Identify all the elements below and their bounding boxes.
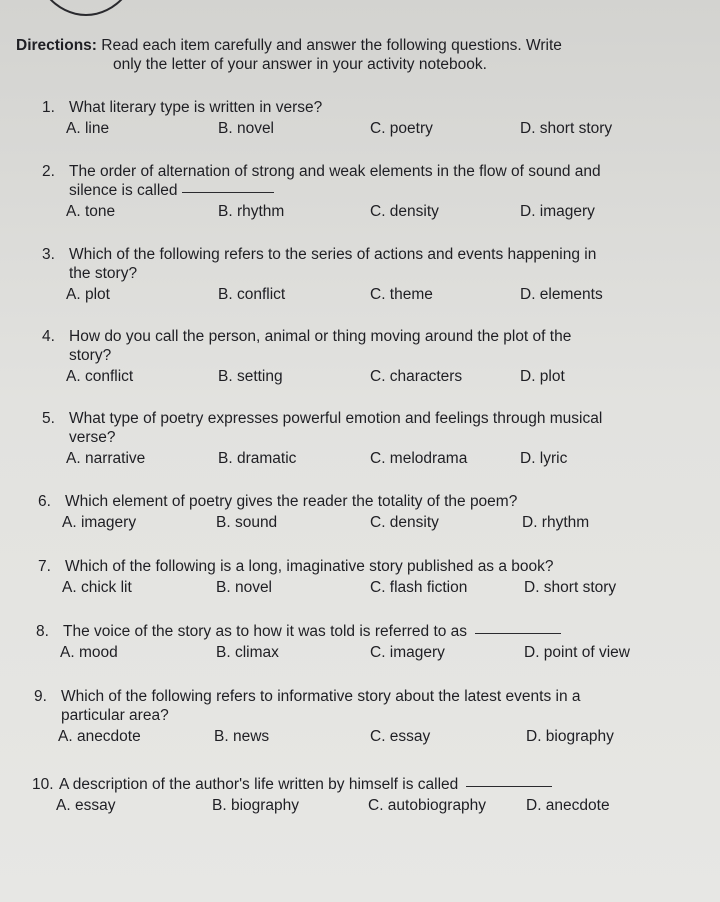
question-text: [69, 245, 596, 283]
answer-option: B. biography: [212, 797, 300, 814]
question-text: [59, 775, 552, 794]
answer-option: C. autobiography: [368, 797, 487, 814]
question-text-line: The voice of the story as to how it was told is referred to as: [63, 623, 468, 640]
question-number: 6.: [38, 493, 51, 510]
answer-blank: [182, 191, 274, 193]
answer-option: A. chick lit: [62, 579, 132, 596]
answer-option: D. short story: [520, 120, 613, 137]
question-text-line: silence is called: [69, 182, 178, 199]
question-number: 9.: [34, 688, 47, 705]
answer-option: B. conflict: [218, 286, 286, 303]
answer-option: B. novel: [218, 120, 275, 137]
answer-option: A. conflict: [66, 368, 134, 385]
question-text-line: Which of the following refers to the series of actions and events happening in: [69, 246, 597, 263]
answer-option: A. essay: [56, 797, 116, 814]
question-text: [69, 98, 322, 117]
answer-option: C. characters: [370, 368, 463, 385]
answer-option: A. line: [66, 120, 110, 137]
answer-blank: [475, 632, 561, 634]
question-item: [34, 687, 690, 749]
answer-option: A. plot: [66, 286, 110, 303]
question-text-line: Which element of poetry gives the reader the totality of the poem?: [65, 493, 518, 510]
question-text-line: What type of poetry expresses powerful emotion and feelings through musical: [69, 410, 603, 427]
answer-option: D. rhythm: [522, 514, 590, 531]
question-text-line: What literary type is written in verse?: [69, 99, 323, 116]
question-item: [38, 492, 690, 535]
decorative-circle: [30, 0, 142, 16]
answer-option: C. poetry: [370, 120, 433, 137]
answer-option: D. plot: [520, 368, 565, 385]
question-text: [69, 327, 571, 365]
directions-label: Directions:: [16, 37, 97, 54]
question-text-line: Which of the following is a long, imaginative story published as a book?: [65, 558, 554, 575]
answer-option: A. anecdote: [58, 728, 141, 745]
question-item: [42, 327, 690, 389]
answer-option: C. theme: [370, 286, 433, 303]
answer-option: A. mood: [60, 644, 118, 661]
answer-option: D. point of view: [524, 644, 630, 661]
answer-option: D. elements: [520, 286, 603, 303]
question-text-line: A description of the author's life written by himself is called: [59, 776, 459, 793]
question-number: 2.: [42, 163, 55, 180]
question-text: [61, 687, 581, 725]
answer-option: B. sound: [216, 514, 278, 531]
question-number: 3.: [42, 246, 55, 263]
directions: [16, 36, 656, 74]
question-text: [65, 557, 554, 576]
answer-option: C. density: [370, 514, 439, 531]
directions-line2: only the letter of your answer in your activity notebook.: [113, 56, 487, 73]
question-text: [63, 622, 561, 641]
directions-line1: Read each item carefully and answer the following questions. Write: [101, 37, 562, 54]
question-item: [38, 557, 690, 600]
question-number: 1.: [42, 99, 55, 116]
answer-option: B. climax: [216, 644, 279, 661]
answer-option: C. density: [370, 203, 439, 220]
question-number: 10.: [32, 776, 54, 793]
answer-blank: [466, 785, 552, 787]
answer-option: D. short story: [524, 579, 617, 596]
answer-option: C. melodrama: [370, 450, 468, 467]
question-item: [42, 162, 690, 224]
question-text: [69, 409, 602, 447]
question-text-line: Which of the following refers to informative story about the latest events in a: [61, 688, 581, 705]
answer-option: D. imagery: [520, 203, 595, 220]
answer-option: A. narrative: [66, 450, 146, 467]
question-number: 4.: [42, 328, 55, 345]
question-text-line: particular area?: [61, 707, 169, 724]
answer-option: B. setting: [218, 368, 283, 385]
answer-option: D. lyric: [520, 450, 568, 467]
question-text-line: verse?: [69, 429, 116, 446]
question-number: 7.: [38, 558, 51, 575]
question-text-line: the story?: [69, 265, 138, 282]
question-number: 8.: [36, 623, 49, 640]
answer-option: C. flash fiction: [370, 579, 468, 596]
question-text-line: story?: [69, 347, 112, 364]
answer-option: B. novel: [216, 579, 273, 596]
question-item: [42, 98, 690, 141]
answer-option: A. imagery: [62, 514, 137, 531]
answer-option: D. biography: [526, 728, 614, 745]
answer-option: B. news: [214, 728, 270, 745]
question-text-line: How do you call the person, animal or thing moving around the plot of the: [69, 328, 572, 345]
question-text: [69, 162, 601, 200]
question-item: [42, 409, 690, 471]
answer-option: B. rhythm: [218, 203, 285, 220]
answer-option: A. tone: [66, 203, 116, 220]
answer-option: D. anecdote: [526, 797, 610, 814]
answer-option: C. essay: [370, 728, 431, 745]
answer-option: C. imagery: [370, 644, 445, 661]
answer-option: B. dramatic: [218, 450, 297, 467]
question-text: [65, 492, 517, 511]
question-item: [36, 622, 690, 665]
question-text-line: The order of alternation of strong and weak elements in the flow of sound and: [69, 163, 601, 180]
question-item: [42, 245, 690, 307]
question-item: [32, 775, 690, 818]
question-number: 5.: [42, 410, 55, 427]
